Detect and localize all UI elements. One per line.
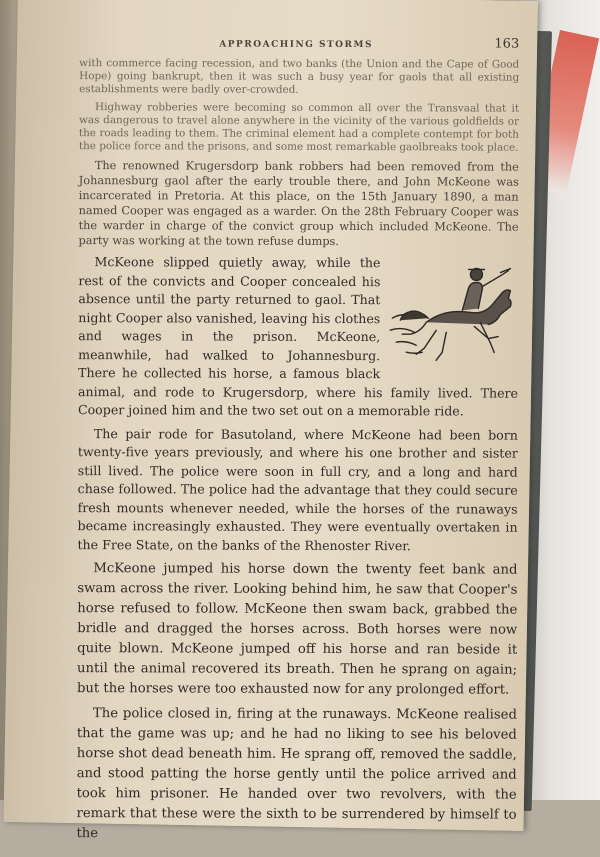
book-page: [4, 0, 538, 842]
paragraph-1: with commerce facing recession, and two banks (the Union and the Cape of Good Hope) going bankrupt, then it was such a busy year for gaols that all existing establishments were badly over-crowded.: [79, 57, 520, 96]
paragraph-2: Highway robberies were becoming so common all over the Transvaal that it was dangerous to travel alone anywhere in the vicinity of the various goldfields or the roads leading to them. The criminal element had a complete contempt for both the police force and the prisons, and some most remarkable gaolbreaks took place.: [78, 101, 520, 154]
page-content: [76, 33, 519, 851]
page-number: 163: [494, 36, 520, 52]
paragraph-5: The pair rode for Basutoland, where McKeone had been born twenty-five years previously, and where his one brother and sister still lived. The police were soon in full cry, and a long and hard chase followed. The police had the advantage that they could secure fresh mounts whenever needed, while the horses of the runaways became increasingly exhausted. They were eventually overtaken in the Free State, on the banks of the Rhenoster River.: [77, 425, 518, 553]
running-head: [79, 33, 519, 59]
horse-rider-icon: [388, 256, 524, 372]
body-text: [76, 57, 519, 846]
running-head-title: APPROACHING STORMS: [219, 39, 374, 51]
paragraph-6: McKeone jumped his horse down the twenty feet bank and swam across the river. Looking behind him, he saw that Cooper's horse refused to follow. McKeone then swam back, grabbed the bridle and dragged the horses across. Both horses were now quite blown. McKeone jumped off his horse and ran beside it until the animal recovered its breath. Then he sprang on again; but the horses were too exhausted now for any prolonged effort.: [76, 561, 518, 698]
paragraph-7: The police closed in, firing at the runaways. McKeone realised that the game was up; and he had no liking to see his beloved horse shot dead beneath him. He sprang off, removed the saddle, and stood patting the horse gently until the police arrived and took him prisoner. He handed over two revolvers, with the remark that these were the sixth to be surrendered by himself to the: [76, 706, 517, 842]
horse-rider-illustration: [388, 256, 524, 372]
paragraph-4: McKeone slipped quietly away, while the rest of the convicts and Cooper concealed his absence until the party returned to gaol. That night Cooper also vanished, leaving his clothes and wages in the prison. McKeone, meanwhile, had walked to Johannesburg. There he collected his horse, a famous black animal, and rode to Krugersdorp, where his family lived. There Cooper joined him and the two set out on a memorable ride.: [77, 254, 519, 419]
paragraph-3: The renowned Krugersdorp bank robbers had been removed from the Johannesburg gaol after the early trouble there, and John McKeone was incarcerated in Pretoria. At this place, on the 15th January 1890, a man named Cooper was engaged as a warder. On the 28th February Cooper was the warder in charge of the convict group which included McKeone. The party was working at the town refuse dumps.: [78, 159, 519, 248]
